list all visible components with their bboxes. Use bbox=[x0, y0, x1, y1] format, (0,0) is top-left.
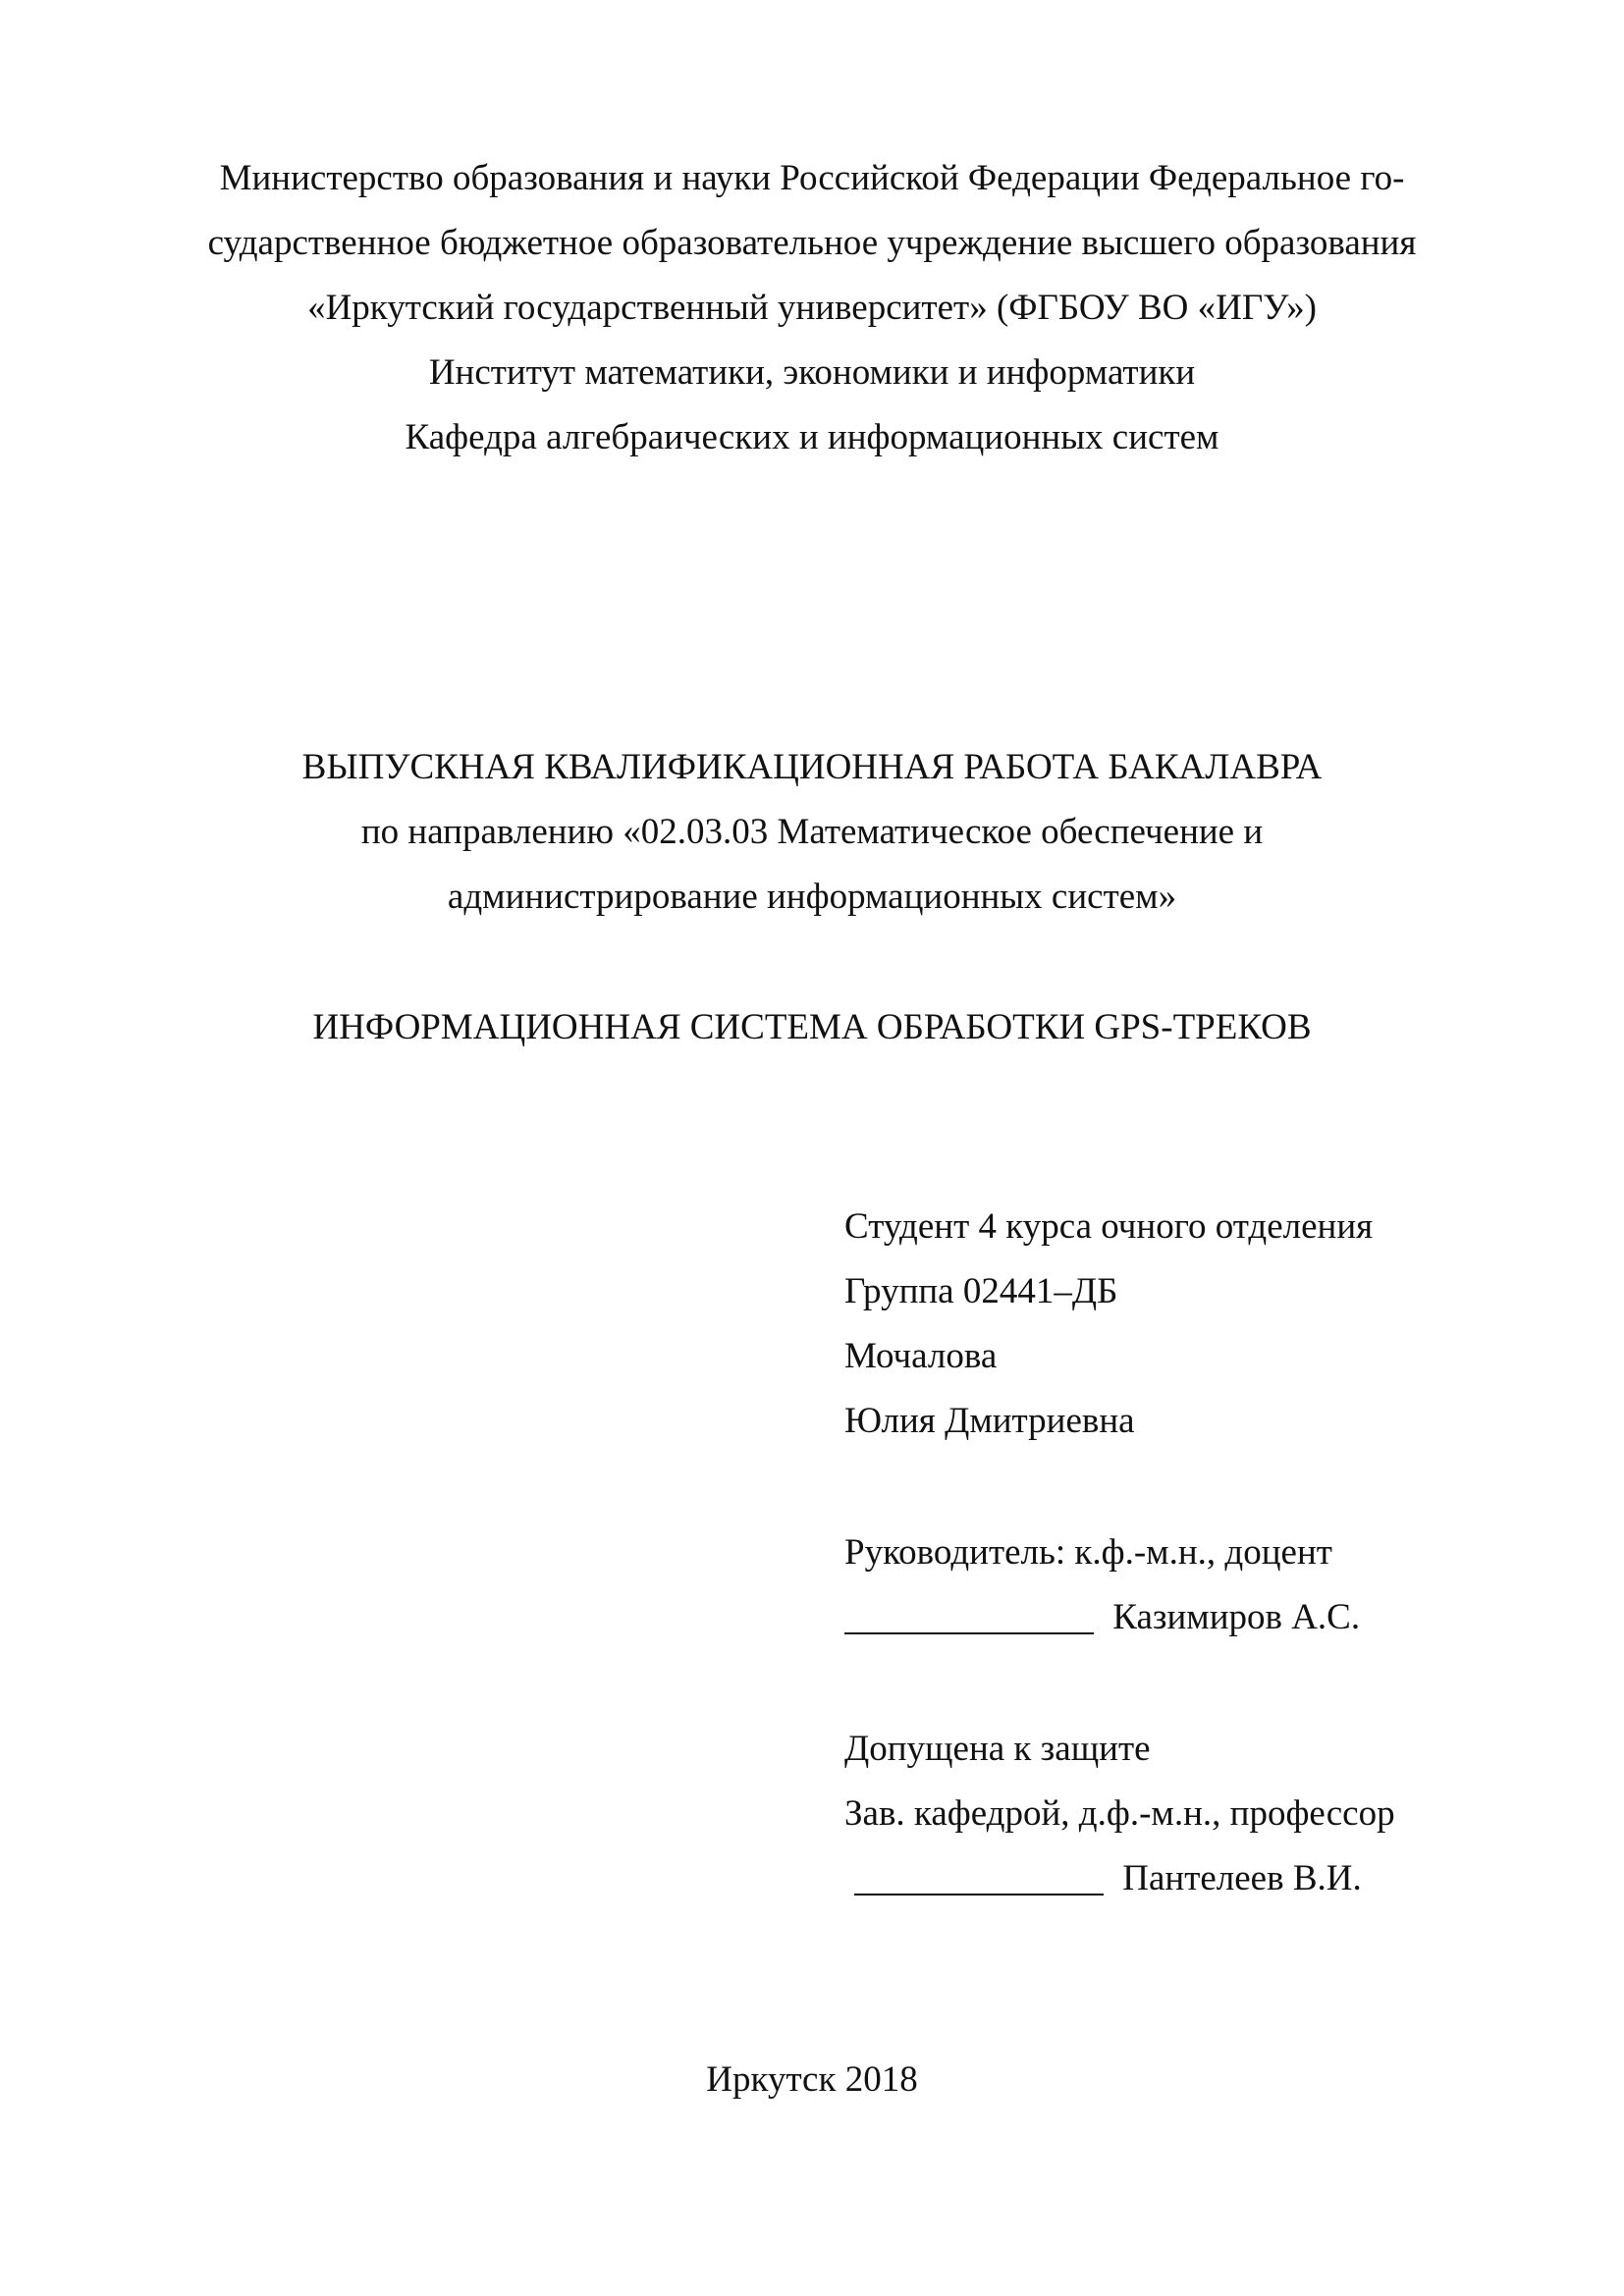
student-name: Юлия Дмитриевна bbox=[844, 1401, 1135, 1441]
direction-line-1: по направлению «02.03.03 Математическое обеспечение и bbox=[360, 812, 1264, 852]
approval-status: Допущена к защите bbox=[844, 1729, 1151, 1769]
university-line: «Иркутский государственный университет» (ФГБОУ ВО «ИГУ») bbox=[307, 288, 1317, 328]
student-group: Группа 02441–ДБ bbox=[844, 1271, 1118, 1311]
department-line: Кафедра алгебраических и информационных систем bbox=[405, 417, 1219, 457]
head-of-department-name: Пантелеев В.И. bbox=[1122, 1858, 1362, 1898]
student-course: Студент 4 курса очного отделения bbox=[844, 1206, 1374, 1247]
work-type-heading: ВЫПУСКНАЯ КВАЛИФИКАЦИОННАЯ РАБОТА БАКАЛАВРА bbox=[301, 747, 1323, 787]
supervisor-signature-row bbox=[844, 1599, 1360, 1635]
ministry-line-2: сударственное бюджетное образовательное учреждение высшего образования bbox=[207, 223, 1417, 263]
ministry-line-1: Министерство образования и науки Российской Федерации Федеральное го- bbox=[219, 158, 1405, 198]
thesis-title: ИНФОРМАЦИОННАЯ СИСТЕМА ОБРАБОТКИ GPS-ТРЕКОВ bbox=[312, 1007, 1312, 1047]
approval-signature-line bbox=[854, 1894, 1104, 1896]
city-year: Иркутск 2018 bbox=[706, 2059, 918, 2100]
direction-line-2: администрирование информационных систем» bbox=[447, 877, 1177, 917]
supervisor-signature-line bbox=[844, 1632, 1094, 1634]
head-of-department-role: Зав. кафедрой, д.ф.-м.н., профессор bbox=[844, 1793, 1395, 1834]
supervisor-role: Руководитель: к.ф.-м.н., доцент bbox=[844, 1532, 1332, 1573]
approval-signature-row bbox=[854, 1860, 1362, 1896]
student-surname: Мочалова bbox=[844, 1336, 998, 1376]
supervisor-name: Казимиров А.С. bbox=[1112, 1597, 1361, 1637]
institute-line: Институт математики, экономики и информатики bbox=[428, 352, 1196, 393]
